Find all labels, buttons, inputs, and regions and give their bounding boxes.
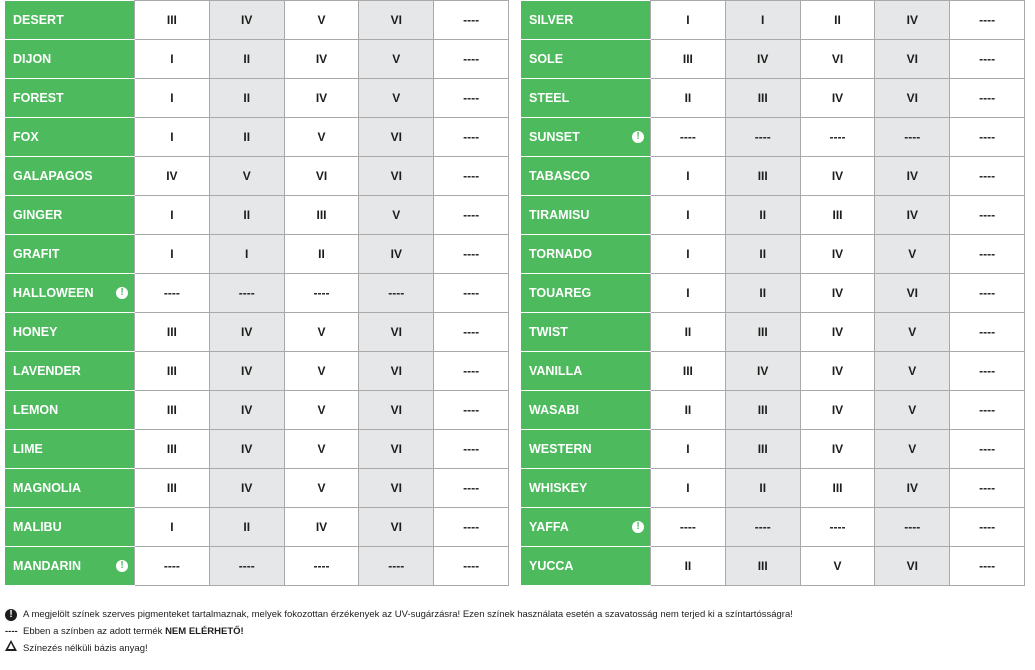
value-cell: ---- [725, 508, 800, 547]
value-cell: IV [800, 274, 875, 313]
value-cell: V [359, 40, 434, 79]
color-name-cell [521, 40, 651, 79]
value-cell: ---- [950, 313, 1025, 352]
value-cell: VI [875, 274, 950, 313]
table-row [521, 430, 1025, 469]
value-cell: II [725, 196, 800, 235]
value-cell: V [875, 235, 950, 274]
table-row [5, 391, 509, 430]
color-name: SOLE [529, 52, 564, 66]
table-row [5, 430, 509, 469]
value-cell: VI [875, 79, 950, 118]
table-row [5, 352, 509, 391]
color-name: MAGNOLIA [13, 481, 82, 495]
value-cell: IV [284, 40, 359, 79]
value-cell: II [209, 40, 284, 79]
value-cell: IV [800, 313, 875, 352]
value-cell: V [284, 1, 359, 40]
value-cell: III [135, 352, 210, 391]
color-name-cell [5, 274, 135, 313]
color-name: LIME [13, 442, 43, 456]
value-cell: II [725, 469, 800, 508]
value-cell: IV [875, 157, 950, 196]
color-name: DESERT [13, 13, 64, 27]
color-name: TIRAMISU [529, 208, 590, 222]
color-name: WESTERN [529, 442, 592, 456]
value-cell: IV [800, 79, 875, 118]
value-cell: II [800, 1, 875, 40]
legend-dash-line [5, 623, 1025, 640]
value-cell: II [651, 313, 726, 352]
value-cell: ---- [875, 508, 950, 547]
value-cell: IV [209, 352, 284, 391]
value-cell: V [284, 391, 359, 430]
value-cell: IV [209, 469, 284, 508]
value-cell: ---- [434, 235, 509, 274]
table-row [521, 547, 1025, 586]
color-name: TWIST [529, 325, 568, 339]
color-name-cell [521, 547, 651, 586]
value-cell: I [725, 1, 800, 40]
value-cell: V [359, 196, 434, 235]
value-cell: I [209, 235, 284, 274]
value-cell: III [725, 430, 800, 469]
color-name-cell [5, 157, 135, 196]
legend-dash-text [23, 623, 244, 640]
value-cell: V [284, 313, 359, 352]
color-name-cell [521, 274, 651, 313]
table-row [5, 235, 509, 274]
value-cell: VI [359, 391, 434, 430]
table-row [5, 118, 509, 157]
value-cell: IV [135, 157, 210, 196]
table-row [5, 79, 509, 118]
value-cell: VI [359, 508, 434, 547]
table-row [521, 274, 1025, 313]
color-name-cell [5, 1, 135, 40]
color-name-cell [521, 391, 651, 430]
value-cell: ---- [950, 1, 1025, 40]
color-name: HALLOWEEN [13, 286, 94, 300]
value-cell: V [800, 547, 875, 586]
value-cell: ---- [135, 547, 210, 586]
value-cell: II [725, 274, 800, 313]
legend-dash-text-prefix: Ebben a színben az adott termék [23, 626, 166, 637]
color-name-cell [5, 547, 135, 586]
value-cell: ---- [950, 547, 1025, 586]
value-cell: III [135, 391, 210, 430]
value-cell: IV [209, 313, 284, 352]
value-cell: ---- [284, 547, 359, 586]
value-cell: III [135, 469, 210, 508]
table-row [521, 352, 1025, 391]
color-name: HONEY [13, 325, 58, 339]
value-cell: I [135, 235, 210, 274]
color-name: SUNSET [529, 130, 580, 144]
value-cell: IV [209, 1, 284, 40]
color-name-cell [521, 313, 651, 352]
value-cell: V [875, 391, 950, 430]
value-cell: III [651, 40, 726, 79]
value-cell: ---- [434, 352, 509, 391]
triangle-warning-icon [5, 640, 17, 651]
value-cell: ---- [950, 196, 1025, 235]
value-cell: IV [800, 157, 875, 196]
color-name-cell [5, 235, 135, 274]
value-cell: ---- [434, 469, 509, 508]
table-row [521, 196, 1025, 235]
table-row [5, 547, 509, 586]
value-cell: ---- [434, 508, 509, 547]
color-name: TABASCO [529, 169, 590, 183]
value-cell: V [875, 352, 950, 391]
value-cell: IV [875, 196, 950, 235]
color-name: FOREST [13, 91, 64, 105]
value-cell: V [209, 157, 284, 196]
table-row [521, 235, 1025, 274]
color-name: GINGER [13, 208, 63, 222]
value-cell: VI [359, 352, 434, 391]
color-name: SILVER [529, 13, 574, 27]
value-cell: VI [359, 157, 434, 196]
value-cell: III [725, 547, 800, 586]
color-name-cell [521, 430, 651, 469]
color-name-cell [5, 79, 135, 118]
table-row [521, 391, 1025, 430]
value-cell: VI [875, 40, 950, 79]
value-cell: ---- [950, 430, 1025, 469]
table-row [521, 313, 1025, 352]
value-cell: I [135, 79, 210, 118]
value-cell: ---- [875, 118, 950, 157]
value-cell: ---- [209, 274, 284, 313]
table-row [5, 1, 509, 40]
value-cell: III [725, 79, 800, 118]
value-cell: IV [725, 352, 800, 391]
value-cell: ---- [950, 157, 1025, 196]
color-name: STEEL [529, 91, 570, 105]
value-cell: ---- [651, 508, 726, 547]
value-cell: II [209, 79, 284, 118]
color-name-cell [5, 391, 135, 430]
value-cell: II [651, 547, 726, 586]
table-row [5, 157, 509, 196]
dash-symbol: ---- [5, 626, 18, 637]
value-cell: III [725, 313, 800, 352]
legend-warning-line [5, 606, 1025, 623]
value-cell: ---- [434, 118, 509, 157]
color-name: DIJON [13, 52, 52, 66]
color-name-cell [521, 1, 651, 40]
warning-exclamation-icon: ! [116, 287, 128, 299]
color-name-cell [5, 40, 135, 79]
value-cell: III [135, 313, 210, 352]
warning-exclamation-icon: ! [116, 560, 128, 572]
warning-exclamation-icon: ! [5, 609, 17, 621]
value-cell: ---- [434, 79, 509, 118]
color-name: WHISKEY [529, 481, 588, 495]
color-name-cell [5, 469, 135, 508]
color-name: MANDARIN [13, 559, 82, 573]
color-name-cell [5, 430, 135, 469]
table-row [5, 313, 509, 352]
value-cell: II [725, 235, 800, 274]
value-cell: V [359, 79, 434, 118]
value-cell: IV [284, 508, 359, 547]
value-cell: ---- [950, 235, 1025, 274]
color-name-cell [5, 118, 135, 157]
value-cell: VI [284, 157, 359, 196]
color-name-cell [521, 157, 651, 196]
value-cell: II [209, 118, 284, 157]
value-cell: ---- [950, 391, 1025, 430]
value-cell: ---- [434, 157, 509, 196]
value-cell: ---- [950, 274, 1025, 313]
value-cell: III [725, 157, 800, 196]
table-row [521, 118, 1025, 157]
value-cell: I [135, 118, 210, 157]
color-name: GRAFIT [13, 247, 60, 261]
warning-exclamation-icon: ! [632, 521, 644, 533]
color-name-cell [521, 508, 651, 547]
value-cell: III [135, 430, 210, 469]
color-name-cell [521, 352, 651, 391]
table-row [521, 157, 1025, 196]
legend [5, 606, 1025, 657]
value-cell: ---- [651, 118, 726, 157]
value-cell: II [209, 196, 284, 235]
color-name: LEMON [13, 403, 59, 417]
table-row [5, 508, 509, 547]
value-cell: VI [359, 430, 434, 469]
color-name-cell [5, 196, 135, 235]
color-name-cell [5, 508, 135, 547]
value-cell: ---- [434, 547, 509, 586]
value-cell: III [135, 1, 210, 40]
color-table-left [4, 0, 509, 586]
color-name: TORNADO [529, 247, 592, 261]
value-cell: I [135, 40, 210, 79]
value-cell: IV [359, 235, 434, 274]
value-cell: I [135, 196, 210, 235]
value-cell: I [651, 196, 726, 235]
legend-dash-text-bold: NEM ELÉRHETŐ! [165, 626, 244, 637]
value-cell: ---- [950, 118, 1025, 157]
value-cell: V [875, 430, 950, 469]
value-cell: V [875, 313, 950, 352]
value-cell: ---- [135, 274, 210, 313]
color-name: LAVENDER [13, 364, 81, 378]
value-cell: ---- [284, 274, 359, 313]
table-row [5, 196, 509, 235]
value-cell: VI [359, 313, 434, 352]
value-cell: ---- [950, 469, 1025, 508]
value-cell: III [651, 352, 726, 391]
value-cell: ---- [434, 313, 509, 352]
color-name-cell [521, 196, 651, 235]
table-row [521, 1, 1025, 40]
table-row [5, 469, 509, 508]
value-cell: III [800, 196, 875, 235]
value-cell: V [284, 430, 359, 469]
value-cell: IV [800, 352, 875, 391]
value-cell: III [284, 196, 359, 235]
value-cell: ---- [950, 352, 1025, 391]
value-cell: ---- [800, 508, 875, 547]
value-cell: ---- [434, 1, 509, 40]
value-cell: I [651, 469, 726, 508]
color-name: YUCCA [529, 559, 574, 573]
value-cell: IV [875, 469, 950, 508]
value-cell: IV [800, 430, 875, 469]
value-cell: IV [284, 79, 359, 118]
value-cell: II [651, 79, 726, 118]
value-cell: V [284, 469, 359, 508]
value-cell: IV [800, 391, 875, 430]
color-name: YAFFA [529, 520, 569, 534]
table-row [521, 469, 1025, 508]
value-cell: I [651, 430, 726, 469]
color-name: WASABI [529, 403, 579, 417]
color-name-cell [521, 79, 651, 118]
value-cell: I [651, 1, 726, 40]
table-row [521, 79, 1025, 118]
value-cell: III [800, 469, 875, 508]
value-cell: IV [209, 430, 284, 469]
color-name-cell [5, 352, 135, 391]
table-row [521, 40, 1025, 79]
value-cell: V [284, 118, 359, 157]
value-cell: II [651, 391, 726, 430]
value-cell: ---- [434, 430, 509, 469]
value-cell: IV [725, 40, 800, 79]
table-row [5, 40, 509, 79]
value-cell: ---- [950, 508, 1025, 547]
value-cell: ---- [434, 391, 509, 430]
value-cell: I [651, 274, 726, 313]
value-cell: VI [875, 547, 950, 586]
color-name-cell [521, 118, 651, 157]
value-cell: III [725, 391, 800, 430]
value-cell: II [209, 508, 284, 547]
value-cell: ---- [434, 40, 509, 79]
color-name-cell [521, 235, 651, 274]
value-cell: ---- [725, 118, 800, 157]
color-name: VANILLA [529, 364, 583, 378]
color-name: GALAPAGOS [13, 169, 93, 183]
legend-triangle-text: Színezés nélküli bázis anyag! [23, 643, 148, 654]
value-cell: II [284, 235, 359, 274]
value-cell: IV [875, 1, 950, 40]
value-cell: V [284, 352, 359, 391]
value-cell: I [651, 235, 726, 274]
value-cell: I [135, 508, 210, 547]
value-cell: VI [359, 118, 434, 157]
value-cell: ---- [434, 274, 509, 313]
value-cell: ---- [209, 547, 284, 586]
color-name: FOX [13, 130, 39, 144]
color-name: MALIBU [13, 520, 62, 534]
warning-exclamation-icon: ! [632, 131, 644, 143]
value-cell: IV [800, 235, 875, 274]
value-cell: VI [359, 469, 434, 508]
value-cell: IV [209, 391, 284, 430]
value-cell: ---- [359, 274, 434, 313]
value-cell: VI [800, 40, 875, 79]
value-cell: ---- [359, 547, 434, 586]
color-table-right [520, 0, 1025, 586]
value-cell: ---- [950, 40, 1025, 79]
legend-triangle-line [5, 640, 1025, 657]
table-row [5, 274, 509, 313]
value-cell: I [651, 157, 726, 196]
value-cell: VI [359, 1, 434, 40]
value-cell: ---- [800, 118, 875, 157]
value-cell: ---- [434, 196, 509, 235]
value-cell: ---- [950, 79, 1025, 118]
color-name-cell [521, 469, 651, 508]
color-name: TOUAREG [529, 286, 592, 300]
table-row [521, 508, 1025, 547]
color-name-cell [5, 313, 135, 352]
legend-warning-text: A megjelölt színek szerves pigmenteket tartalmaznak, melyek fokozottan érzékenyek az UV-sugárzásra! Ezen színek használata esetén a szavatosság nem terjed ki a színtartósságra! [23, 609, 793, 620]
